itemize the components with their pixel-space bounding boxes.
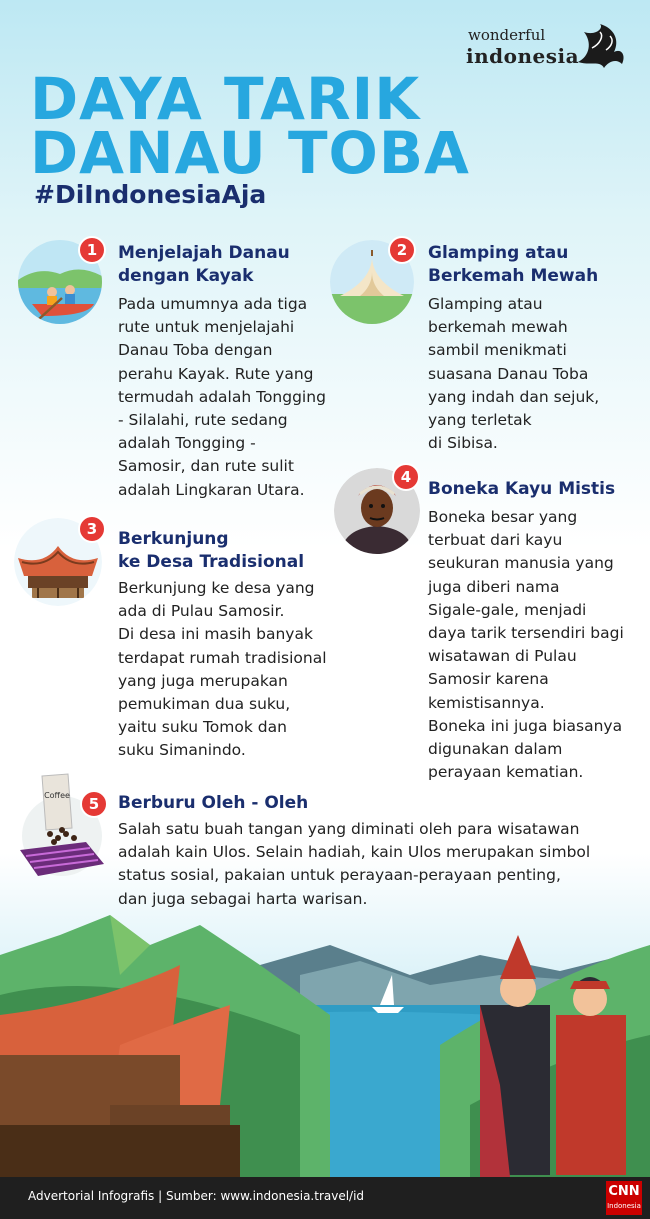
- footer-credits: Advertorial Infografis | Sumber: www.indonesia.travel/id: [28, 1189, 365, 1203]
- section-3-body: Berkunjung ke desa yang ada di Pulau Samosir. Di desa ini masih banyak terdapat rumah tradisional yang juga merupakan pemukiman dua suku, yaitu suku Tomok dan suku Simanindo.: [118, 579, 327, 760]
- section-3-badge: 3: [78, 515, 106, 543]
- coffee-ulos-icon: [16, 772, 106, 882]
- section-1-badge: 1: [78, 236, 106, 264]
- garuda-icon: [570, 22, 630, 74]
- section-2-body: Glamping atau berkemah mewah sambil menikmati suasana Danau Toba yang indah dan sejuk, yang terletak di Sibisa.: [428, 295, 600, 453]
- coffee-label: Coffee: [44, 791, 70, 800]
- cnn-logo-main: CNN: [608, 1184, 640, 1199]
- section-5-body: Salah satu buah tangan yang diminati oleh para wisatawan adalah kain Ulos. Selain hadiah, kain Ulos merupakan simbol status sosial, pakaian untuk perayaan-perayaan penting, dan juga sebagai harta warisan.: [118, 820, 591, 908]
- brand-line2: indonesia: [466, 44, 580, 68]
- section-4-body: Boneka besar yang terbuat dari kayu seukuran manusia yang juga diberi nama Sigale-gale, menjadi daya tarik tersendiri bagi wisatawan di Pulau Samosir karena kemistisannya. Boneka ini juga biasanya digunakan dalam perayaan kematian.: [428, 508, 624, 782]
- section-1-body: Pada umumnya ada tiga rute untuk menjelajahi Danau Toba dengan perahu Kayak. Rute yang termudah adalah Tongging - Silalahi, rute sedang adalah Tongging - Samosir, dan rute sulit adalah Lingkaran Utara.: [118, 295, 326, 499]
- hashtag: #DiIndonesiaAja: [34, 180, 267, 209]
- title-line1: DAYA TARIK: [30, 65, 421, 133]
- section-3-heading: Berkunjung ke Desa Tradisional: [118, 529, 305, 572]
- section-4-badge: 4: [392, 463, 420, 491]
- lake-toba-landscape: [0, 905, 650, 1177]
- section-2-badge: 2: [388, 236, 416, 264]
- brand-line1: wonderful: [468, 26, 546, 44]
- wonderful-indonesia-logo: [462, 22, 632, 74]
- cnn-indonesia-logo: [606, 1181, 642, 1215]
- section-1-heading: Menjelajah Danau dengan Kayak: [118, 243, 290, 286]
- cnn-logo-sub: Indonesia: [607, 1202, 641, 1210]
- section-5-badge: 5: [80, 790, 108, 818]
- section-5-heading: Berburu Oleh - Oleh: [118, 793, 309, 813]
- section-4-heading: Boneka Kayu Mistis: [428, 479, 616, 499]
- section-2-heading: Glamping atau Berkemah Mewah: [428, 243, 599, 286]
- title-line2: DANAU TOBA: [30, 119, 470, 187]
- page-title: [30, 65, 470, 187]
- footer-bar: [0, 1177, 650, 1219]
